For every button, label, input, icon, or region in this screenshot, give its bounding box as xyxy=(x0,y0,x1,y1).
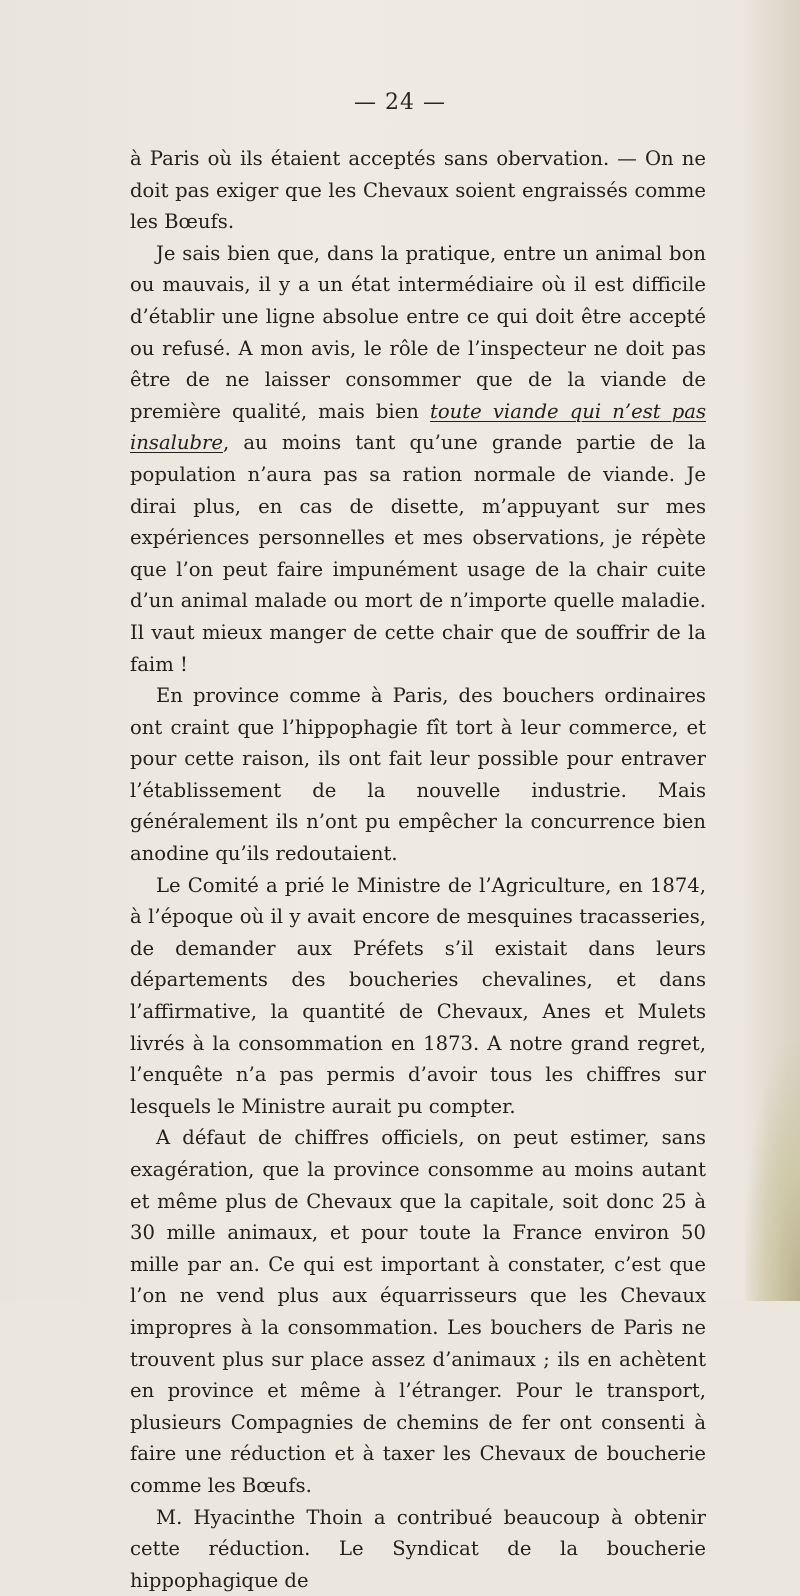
paragraph-4: Le Comité a prié le Ministre de l’Agriculture, en 1874, à l’époque où il y avait encore de mesquines tracasseries, de demander aux Préfets s’il existait dans leurs départements des boucheries chevalines, et dans l’affirmative, la quantité de Chevaux, Anes et Mulets livrés à la consommation en 1873. A notre grand regret, l’enquête n’a pas permis d’avoir tous les chiffres sur lesquels le Ministre aurait pu compter. xyxy=(130,873,706,1118)
paragraph-2-end: , au moins tant qu’une grande partie de la population n’aura pas sa ration normale de viande. Je dirai plus, en cas de disette, m’appuyant sur mes expériences personnelles et mes observations, je répète que l’on peut faire impunément usage de la chair cuite d’un animal malade ou mort de n’importe quelle maladie. Il vaut mieux manger de cette chair que de souffrir de la faim ! xyxy=(130,431,706,676)
paragraph-2 xyxy=(130,238,706,680)
paragraph-6: M. Hyacinthe Thoin a contribué beaucoup à obtenir cette réduction. Le Syndicat de la boucherie hippophagique de xyxy=(130,1505,706,1592)
paragraph-1: à Paris où ils étaient acceptés sans obervation. — On ne doit pas exiger que les Chevaux soient engraissés comme les Bœufs. xyxy=(130,147,706,234)
paragraph-2-start: Je sais bien que, dans la pratique, entre un animal bon ou mauvais, il y a un état intermédiaire où il est difficile d’établir une ligne absolue entre ce qui doit être accepté ou refusé. A mon avis, le rôle de l’inspecteur ne doit pas être de ne laisser consommer que de la viande de première qualité, mais bien xyxy=(130,241,706,423)
body-text xyxy=(130,143,706,1596)
paragraph-3: En province comme à Paris, des bouchers ordinaires ont craint que l’hippophagie fît tort à leur commerce, et pour cette raison, ils ont fait leur possible pour entraver l’établissement de la nouvelle industrie. Mais généralement ils n’ont pu empêcher la concurrence bien anodine qu’ils redoutaient. xyxy=(130,684,706,866)
emphasized-phrase: toute viande qui n’est pas insalubre xyxy=(130,399,707,455)
paragraph-5: A défaut de chiffres officiels, on peut estimer, sans exagération, que la province consomme au moins autant et même plus de Chevaux que la capitale, soit donc 25 à 30 mille animaux, et pour toute la France environ 50 mille par an. Ce qui est important à constater, c’est que l’on ne vend plus aux équarrisseurs que les Chevaux impropres à la consommation. Les bouchers de Paris ne trouvent plus sur place assez d’animaux ; ils en achètent en province et même à l’étranger. Pour le transport, plusieurs Compagnies de chemins de fer ont consenti à faire une réduction et à taxer les Chevaux de boucherie comme les Bœufs. xyxy=(130,1126,706,1497)
paper-stain xyxy=(745,1041,800,1301)
page-number: — 24 — xyxy=(354,90,446,115)
